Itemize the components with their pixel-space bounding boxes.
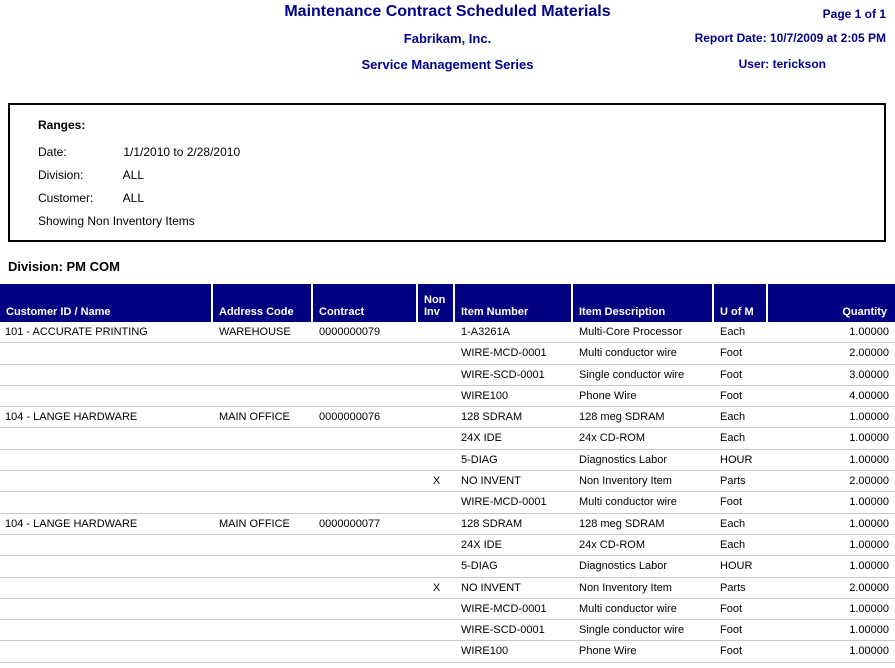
col-header-address-code: Address Code <box>213 284 313 322</box>
cell-customer-id-name <box>0 365 213 385</box>
report-date: Report Date: 10/7/2009 at 2:05 PM <box>694 31 886 45</box>
cell-contract <box>313 343 418 363</box>
cell-quantity: 4.00000 <box>849 389 889 402</box>
cell-non-inv <box>418 556 455 576</box>
cell-uofm: Parts <box>720 475 746 488</box>
page-indicator: Page 1 of 1 <box>822 7 886 21</box>
cell-non-inv <box>418 428 455 448</box>
cell-customer-id-name <box>0 471 213 491</box>
cell-uofm: Foot <box>720 602 743 615</box>
cell-address-code <box>213 386 313 406</box>
cell-uofm: Each <box>720 411 746 424</box>
cell-non-inv <box>418 641 455 661</box>
cell-quantity: 1.00000 <box>849 602 889 615</box>
cell-quantity: 1.00000 <box>849 411 889 424</box>
cell-customer-id-name: 104 - LANGE HARDWARE <box>5 517 138 530</box>
cell-address-code: MAIN OFFICE <box>219 517 290 530</box>
cell-item-description: Single conductor wire <box>579 368 685 381</box>
cell-address-code <box>213 535 313 555</box>
col-header-quantity: Quantity <box>842 306 887 318</box>
cell-customer-id-name <box>0 492 213 512</box>
cell-uofm: HOUR <box>720 453 753 466</box>
cell-address-code <box>213 343 313 363</box>
cell-uofm: Foot <box>720 624 743 637</box>
cell-address-code <box>213 471 313 491</box>
cell-address-code <box>213 450 313 470</box>
cell-item-number: WIRE-MCD-0001 <box>461 347 547 360</box>
series-name: Service Management Series <box>361 57 534 72</box>
company-name: Fabrikam, Inc. <box>403 31 492 46</box>
cell-item-number: WIRE100 <box>461 389 509 402</box>
cell-non-inv <box>418 620 455 640</box>
cell-item-description: 128 meg SDRAM <box>579 517 665 530</box>
cell-uofm: Foot <box>720 496 743 509</box>
cell-quantity: 1.00000 <box>849 645 889 658</box>
cell-item-description: Diagnostics Labor <box>579 453 668 466</box>
ranges-row-customer <box>38 187 884 210</box>
col-header-item-description: Item Description <box>573 284 714 322</box>
cell-item-description: 24x CD-ROM <box>579 432 646 445</box>
table-row <box>0 492 895 513</box>
cell-quantity: 1.00000 <box>849 560 889 573</box>
cell-item-number: NO INVENT <box>461 581 521 594</box>
cell-non-inv <box>418 535 455 555</box>
ranges-row-division <box>38 164 884 187</box>
cell-item-number: WIRE-SCD-0001 <box>461 368 545 381</box>
cell-quantity: 2.00000 <box>849 347 889 360</box>
cell-contract <box>313 556 418 576</box>
table-row <box>0 535 895 556</box>
cell-contract <box>313 599 418 619</box>
cell-item-number: 24X IDE <box>461 538 502 551</box>
cell-contract <box>313 450 418 470</box>
cell-contract <box>313 641 418 661</box>
cell-item-description: Multi-Core Processor <box>579 326 683 338</box>
cell-item-description: Non Inventory Item <box>579 581 672 594</box>
table-row <box>0 322 895 343</box>
cell-item-description: Phone Wire <box>579 389 637 402</box>
table-body <box>0 322 895 663</box>
cell-customer-id-name: 104 - LANGE HARDWARE <box>5 411 138 424</box>
cell-item-number: 128 SDRAM <box>461 517 523 530</box>
ranges-row-date <box>38 141 884 164</box>
cell-customer-id-name <box>0 556 213 576</box>
ranges-customer-value: ALL <box>122 191 145 205</box>
cell-address-code: MAIN OFFICE <box>219 411 290 424</box>
cell-item-number: 5-DIAG <box>461 560 498 573</box>
table-row <box>0 599 895 620</box>
cell-uofm: Parts <box>720 581 746 594</box>
cell-non-inv: X <box>432 581 441 594</box>
cell-non-inv <box>418 450 455 470</box>
cell-uofm: HOUR <box>720 560 753 573</box>
cell-contract <box>313 492 418 512</box>
ranges-date-label: Date: <box>38 145 67 159</box>
cell-address-code <box>213 620 313 640</box>
cell-item-description: Diagnostics Labor <box>579 560 668 573</box>
table-row <box>0 620 895 641</box>
cell-item-number: 24X IDE <box>461 432 502 445</box>
cell-item-description: 128 meg SDRAM <box>579 411 665 424</box>
division-heading: Division: PM COM <box>8 259 120 274</box>
table-row <box>0 407 895 428</box>
cell-item-number: 1-A3261A <box>461 326 510 338</box>
cell-item-number: WIRE-MCD-0001 <box>461 602 547 615</box>
report-title: Maintenance Contract Scheduled Materials <box>284 3 611 20</box>
cell-uofm: Foot <box>720 645 743 658</box>
cell-quantity: 1.00000 <box>849 517 889 530</box>
cell-item-number: 5-DIAG <box>461 453 498 466</box>
cell-non-inv <box>418 599 455 619</box>
cell-address-code <box>213 641 313 661</box>
cell-uofm: Foot <box>720 368 743 381</box>
cell-quantity: 1.00000 <box>849 432 889 445</box>
table-row <box>0 578 895 599</box>
table-row <box>0 450 895 471</box>
cell-item-description: Multi conductor wire <box>579 602 677 615</box>
cell-address-code <box>213 578 313 598</box>
cell-item-description: Phone Wire <box>579 645 637 658</box>
cell-contract <box>313 365 418 385</box>
ranges-heading: Ranges: <box>38 118 86 132</box>
cell-item-number: 128 SDRAM <box>461 411 523 424</box>
cell-contract <box>313 620 418 640</box>
cell-item-number: NO INVENT <box>461 475 521 488</box>
cell-uofm: Each <box>720 538 746 551</box>
cell-customer-id-name <box>0 343 213 363</box>
cell-non-inv <box>418 365 455 385</box>
cell-address-code: WAREHOUSE <box>219 326 291 338</box>
cell-contract <box>313 535 418 555</box>
table-row <box>0 428 895 449</box>
cell-uofm: Each <box>720 517 746 530</box>
cell-non-inv <box>418 322 455 342</box>
table-row <box>0 641 895 662</box>
cell-contract: 0000000077 <box>319 517 381 530</box>
table-row <box>0 514 895 535</box>
cell-quantity: 3.00000 <box>849 368 889 381</box>
cell-uofm: Foot <box>720 389 743 402</box>
cell-customer-id-name: 101 - ACCURATE PRINTING <box>5 326 148 338</box>
report-user: User: terickson <box>738 57 826 71</box>
ranges-note: Showing Non Inventory Items <box>38 214 195 228</box>
report-header <box>0 0 895 103</box>
cell-customer-id-name <box>0 535 213 555</box>
cell-uofm: Foot <box>720 347 743 360</box>
ranges-date-value: 1/1/2010 to 2/28/2010 <box>123 145 241 159</box>
cell-non-inv <box>418 492 455 512</box>
col-header-contract: Contract <box>313 284 418 322</box>
cell-item-number: WIRE100 <box>461 645 509 658</box>
cell-address-code <box>213 428 313 448</box>
cell-contract <box>313 471 418 491</box>
col-header-non-inv: Non Inv <box>418 284 455 322</box>
col-header-uofm: U of M <box>714 284 768 322</box>
cell-item-description: Multi conductor wire <box>579 496 677 509</box>
cell-address-code <box>213 492 313 512</box>
cell-uofm: Each <box>720 432 746 445</box>
cell-address-code <box>213 599 313 619</box>
cell-non-inv <box>418 386 455 406</box>
table-row <box>0 386 895 407</box>
cell-non-inv: X <box>432 475 441 488</box>
cell-contract: 0000000079 <box>319 326 381 338</box>
table-row <box>0 365 895 386</box>
cell-non-inv <box>418 343 455 363</box>
cell-customer-id-name <box>0 641 213 661</box>
cell-address-code <box>213 556 313 576</box>
cell-address-code <box>213 365 313 385</box>
cell-quantity: 1.00000 <box>849 453 889 466</box>
cell-customer-id-name <box>0 450 213 470</box>
cell-quantity: 2.00000 <box>849 581 889 594</box>
cell-customer-id-name <box>0 599 213 619</box>
cell-quantity: 1.00000 <box>849 538 889 551</box>
cell-customer-id-name <box>0 386 213 406</box>
table-row <box>0 471 895 492</box>
cell-customer-id-name <box>0 578 213 598</box>
ranges-division-label: Division: <box>38 168 84 182</box>
ranges-box <box>8 103 886 242</box>
table-header-row <box>0 284 895 322</box>
cell-quantity: 2.00000 <box>849 475 889 488</box>
table-row <box>0 556 895 577</box>
cell-contract <box>313 386 418 406</box>
ranges-division-value: ALL <box>122 168 145 182</box>
cell-item-number: WIRE-SCD-0001 <box>461 624 545 637</box>
cell-item-description: Non Inventory Item <box>579 475 672 488</box>
ranges-customer-label: Customer: <box>38 191 94 205</box>
col-header-customer-id-name: Customer ID / Name <box>0 284 213 322</box>
materials-table <box>0 284 895 663</box>
cell-quantity: 1.00000 <box>849 624 889 637</box>
cell-non-inv <box>418 407 455 427</box>
table-row <box>0 343 895 364</box>
cell-contract: 0000000076 <box>319 411 381 424</box>
cell-item-description: 24x CD-ROM <box>579 538 646 551</box>
cell-item-description: Single conductor wire <box>579 624 685 637</box>
cell-customer-id-name <box>0 620 213 640</box>
cell-customer-id-name <box>0 428 213 448</box>
cell-uofm: Each <box>720 326 746 338</box>
cell-item-description: Multi conductor wire <box>579 347 677 360</box>
cell-non-inv <box>418 514 455 534</box>
cell-contract <box>313 578 418 598</box>
cell-item-number: WIRE-MCD-0001 <box>461 496 547 509</box>
col-header-item-number: Item Number <box>455 284 573 322</box>
cell-quantity: 1.00000 <box>849 326 889 338</box>
cell-quantity: 1.00000 <box>849 496 889 509</box>
cell-contract <box>313 428 418 448</box>
